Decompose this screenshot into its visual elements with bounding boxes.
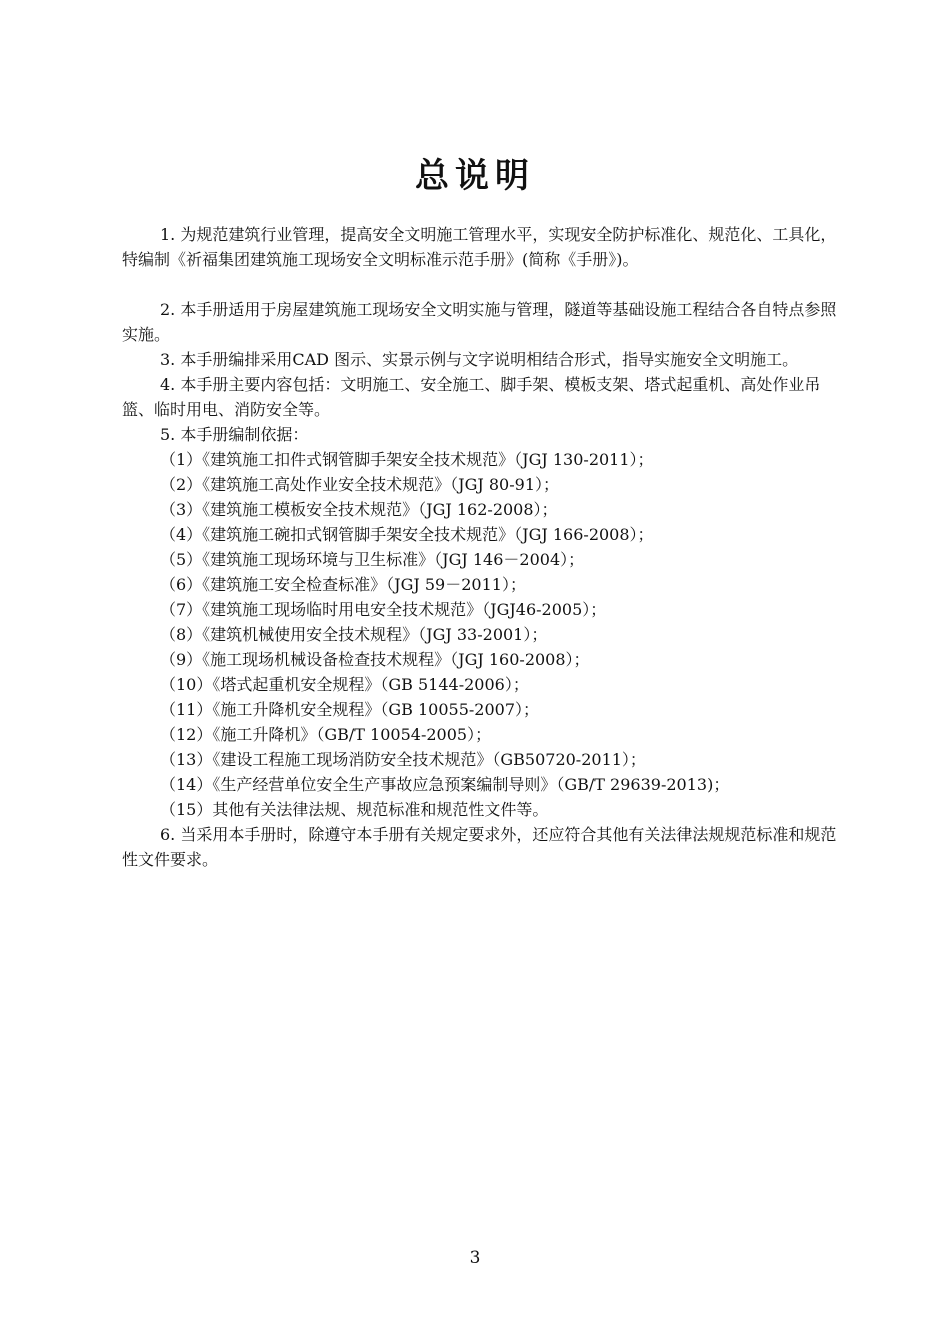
- page-title: 总说明: [415, 156, 535, 196]
- reference-item: （10）《塔式起重机安全规程》（GB 5144-2006）；: [160, 675, 529, 694]
- reference-item: （5）《建筑施工现场环境与卫生标准》（JGJ 146－2004）；: [160, 550, 585, 569]
- reference-item: （11）《施工升降机安全规程》（GB 10055-2007）；: [160, 700, 540, 719]
- paragraph-3: 3. 本手册编排采用CAD 图示、实景示例与文字说明相结合形式，指导实施安全文明施工。: [160, 350, 799, 369]
- reference-item: （7）《建筑施工现场临时用电安全技术规范》（JGJ46-2005）；: [160, 600, 607, 619]
- reference-item: （4）《建筑施工碗扣式钢管脚手架安全技术规范》（JGJ 166-2008）；: [160, 525, 654, 544]
- reference-item: （3）《建筑施工模板安全技术规范》（JGJ 162-2008）；: [160, 500, 558, 519]
- reference-item: （2）《建筑施工高处作业安全技术规范》（JGJ 80-91）；: [160, 475, 560, 494]
- reference-item: （9）《施工现场机械设备检查技术规程》（JGJ 160-2008）；: [160, 650, 590, 669]
- paragraph-4: 4. 本手册主要内容包括：文明施工、安全施工、脚手架、模板支架、塔式起重机、高处作业吊篮、临时用电、消防安全等。: [122, 375, 821, 419]
- reference-item: （12）《施工升降机》（GB/T 10054-2005）；: [160, 725, 492, 744]
- paragraph-5: 5. 本手册编制依据：: [160, 425, 309, 444]
- document-body: [122, 222, 838, 872]
- reference-item: （14）《生产经营单位安全生产事故应急预案编制导则》（GB/T 29639-2013)；: [160, 775, 730, 794]
- paragraph-2: 2. 本手册适用于房屋建筑施工现场安全文明实施与管理，隧道等基础设施工程结合各自特点参照实施。: [122, 300, 837, 344]
- paragraph-6: 6. 当采用本手册时，除遵守本手册有关规定要求外，还应符合其他有关法律法规规范标准和规范性文件要求。: [122, 825, 837, 869]
- paragraph-spacer: [122, 272, 838, 297]
- reference-item: （13）《建设工程施工现场消防安全技术规范》（GB50720-2011）；: [160, 750, 646, 769]
- reference-item: （6）《建筑施工安全检查标准》（JGJ 59－2011）；: [160, 575, 526, 594]
- reference-item: （1）《建筑施工扣件式钢管脚手架安全技术规范》（JGJ 130-2011）；: [160, 450, 654, 469]
- page-number: 3: [469, 1248, 481, 1268]
- paragraph-1: 1. 为规范建筑行业管理，提高安全文明施工管理水平，实现安全防护标准化、规范化、工具化，特编制《祈福集团建筑施工现场安全文明标准示范手册》(简称《手册》)。: [122, 225, 837, 269]
- reference-item: （15）其他有关法律法规、规范标准和规范性文件等。: [160, 800, 549, 819]
- reference-item: （8）《建筑机械使用安全技术规程》（JGJ 33-2001）；: [160, 625, 548, 644]
